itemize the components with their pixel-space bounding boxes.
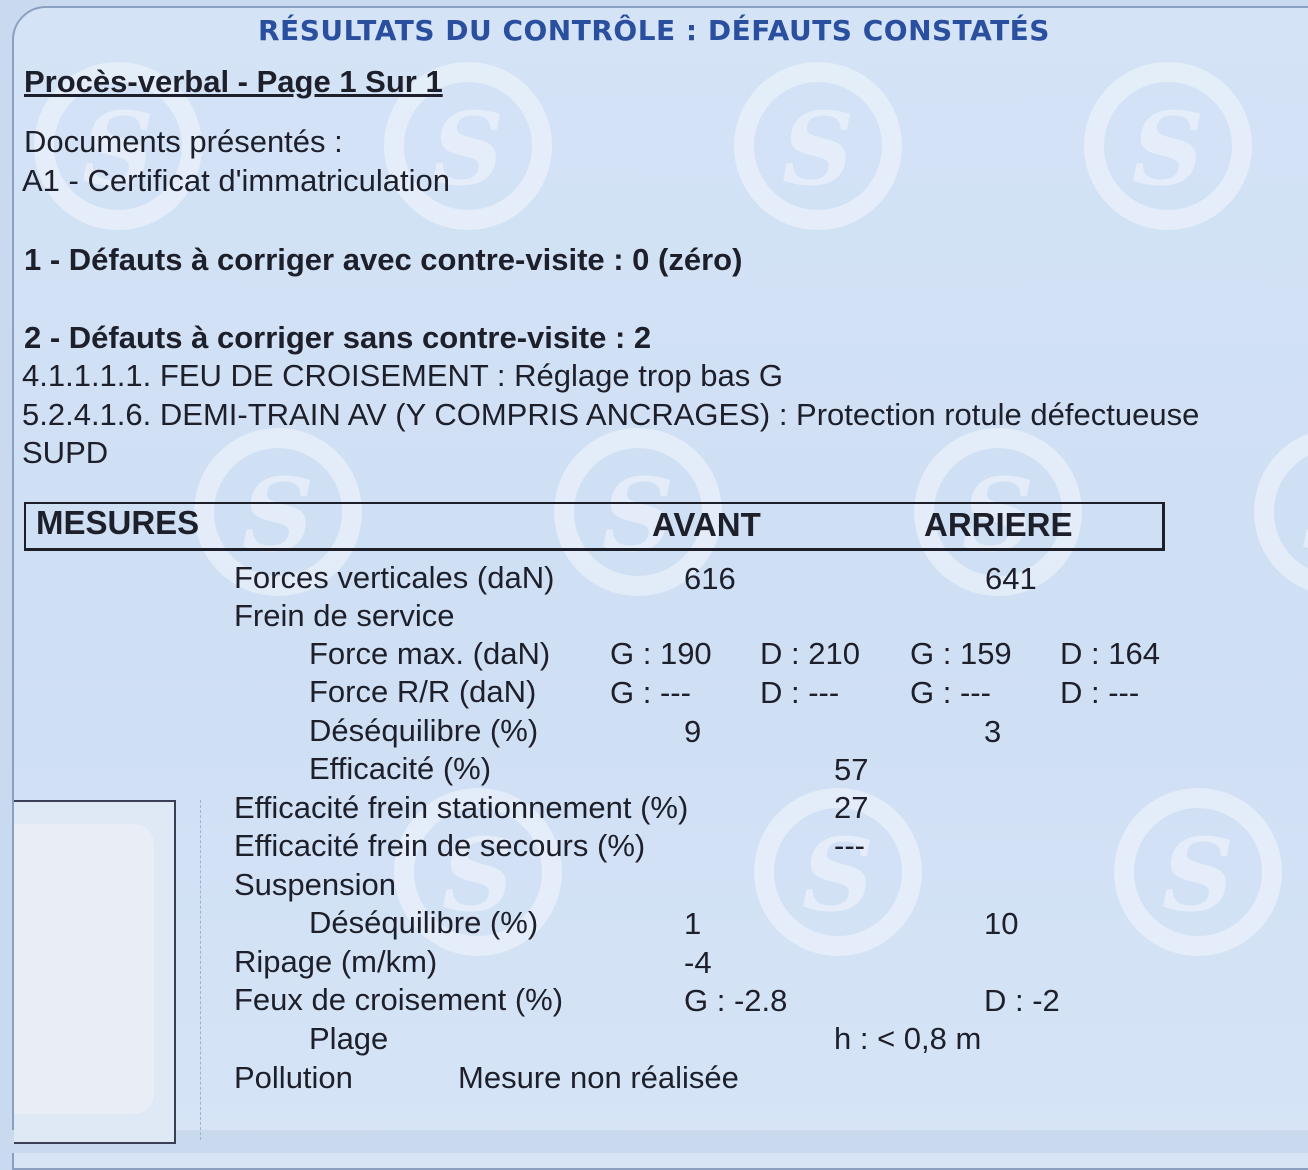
desequilibre-frein-label: Déséquilibre (%) <box>309 713 539 748</box>
side-card-inner <box>14 824 154 1114</box>
force-rr-arriere-d: D : --- <box>1060 675 1140 710</box>
forces-verticales-avant: 616 <box>684 561 736 596</box>
watermark-logo-icon <box>734 62 902 230</box>
defect-line: 4.1.1.1.1. FEU DE CROISEMENT : Réglage trop bas G <box>22 358 783 393</box>
watermark-logo-icon <box>1114 788 1282 956</box>
efficacite-stationnement-label: Efficacité frein stationnement (%) <box>234 790 689 825</box>
pollution-value: Mesure non réalisée <box>458 1060 739 1095</box>
desequilibre-suspension-avant: 1 <box>684 906 702 941</box>
frein-service-label: Frein de service <box>234 598 455 633</box>
feux-croisement-label: Feux de croisement (%) <box>234 982 564 1017</box>
documents-label: Documents présentés : <box>24 124 343 159</box>
page-title: RÉSULTATS DU CONTRÔLE : DÉFAUTS CONSTATÉS <box>258 14 1050 47</box>
desequilibre-frein-avant: 9 <box>684 714 702 749</box>
forces-verticales-label: Forces verticales (daN) <box>234 560 555 595</box>
force-rr-avant-g: G : --- <box>610 675 691 710</box>
desequilibre-suspension-label: Déséquilibre (%) <box>309 905 539 940</box>
defect-line: 5.2.4.1.6. DEMI-TRAIN AV (Y COMPRIS ANCRAGES) : Protection rotule défectueuse <box>22 397 1200 432</box>
section-2-title: 2 - Défauts à corriger sans contre-visite : 2 <box>24 320 652 355</box>
plage-value: h : < 0,8 m <box>834 1021 982 1056</box>
force-max-avant-g: G : 190 <box>610 636 712 671</box>
mesures-header-avant: AVANT <box>652 506 761 543</box>
efficacite-secours-label: Efficacité frein de secours (%) <box>234 828 646 863</box>
watermark-logo-icon <box>1254 428 1308 596</box>
pollution-label: Pollution <box>234 1060 353 1095</box>
efficacite-stationnement-value: 27 <box>834 790 869 825</box>
force-rr-label: Force R/R (daN) <box>309 674 537 709</box>
force-max-arriere-g: G : 159 <box>910 636 1012 671</box>
side-card <box>14 800 176 1144</box>
efficacite-value: 57 <box>834 752 869 787</box>
ripage-value: -4 <box>684 945 712 980</box>
document-item: A1 - Certificat d'immatriculation <box>22 163 450 198</box>
dashed-divider <box>200 800 201 1140</box>
force-max-avant-d: D : 210 <box>760 636 860 671</box>
proces-verbal-heading: Procès-verbal - Page 1 Sur 1 <box>24 64 443 99</box>
plage-label: Plage <box>309 1021 389 1056</box>
force-max-label: Force max. (daN) <box>309 636 551 671</box>
efficacite-secours-value: --- <box>834 828 865 863</box>
desequilibre-frein-arriere: 3 <box>984 714 1002 749</box>
mesures-header-arriere: ARRIERE <box>924 506 1073 543</box>
force-rr-avant-d: D : --- <box>760 675 840 710</box>
feux-croisement-d: D : -2 <box>984 983 1060 1018</box>
suspension-label: Suspension <box>234 867 397 902</box>
section-1-title: 1 - Défauts à corriger avec contre-visite : 0 (zéro) <box>24 242 743 277</box>
defect-line: SUPD <box>22 435 109 470</box>
desequilibre-suspension-arriere: 10 <box>984 906 1019 941</box>
mesures-header-label: MESURES <box>36 504 200 541</box>
watermark-logo-icon <box>1084 62 1252 230</box>
feux-croisement-g: G : -2.8 <box>684 983 788 1018</box>
force-max-arriere-d: D : 164 <box>1060 636 1160 671</box>
force-rr-arriere-g: G : --- <box>910 675 991 710</box>
efficacite-label: Efficacité (%) <box>309 751 492 786</box>
ripage-label: Ripage (m/km) <box>234 944 438 979</box>
bottom-band <box>0 1130 1308 1153</box>
side-card-faded-text <box>14 964 144 1008</box>
forces-verticales-arriere: 641 <box>985 561 1037 596</box>
